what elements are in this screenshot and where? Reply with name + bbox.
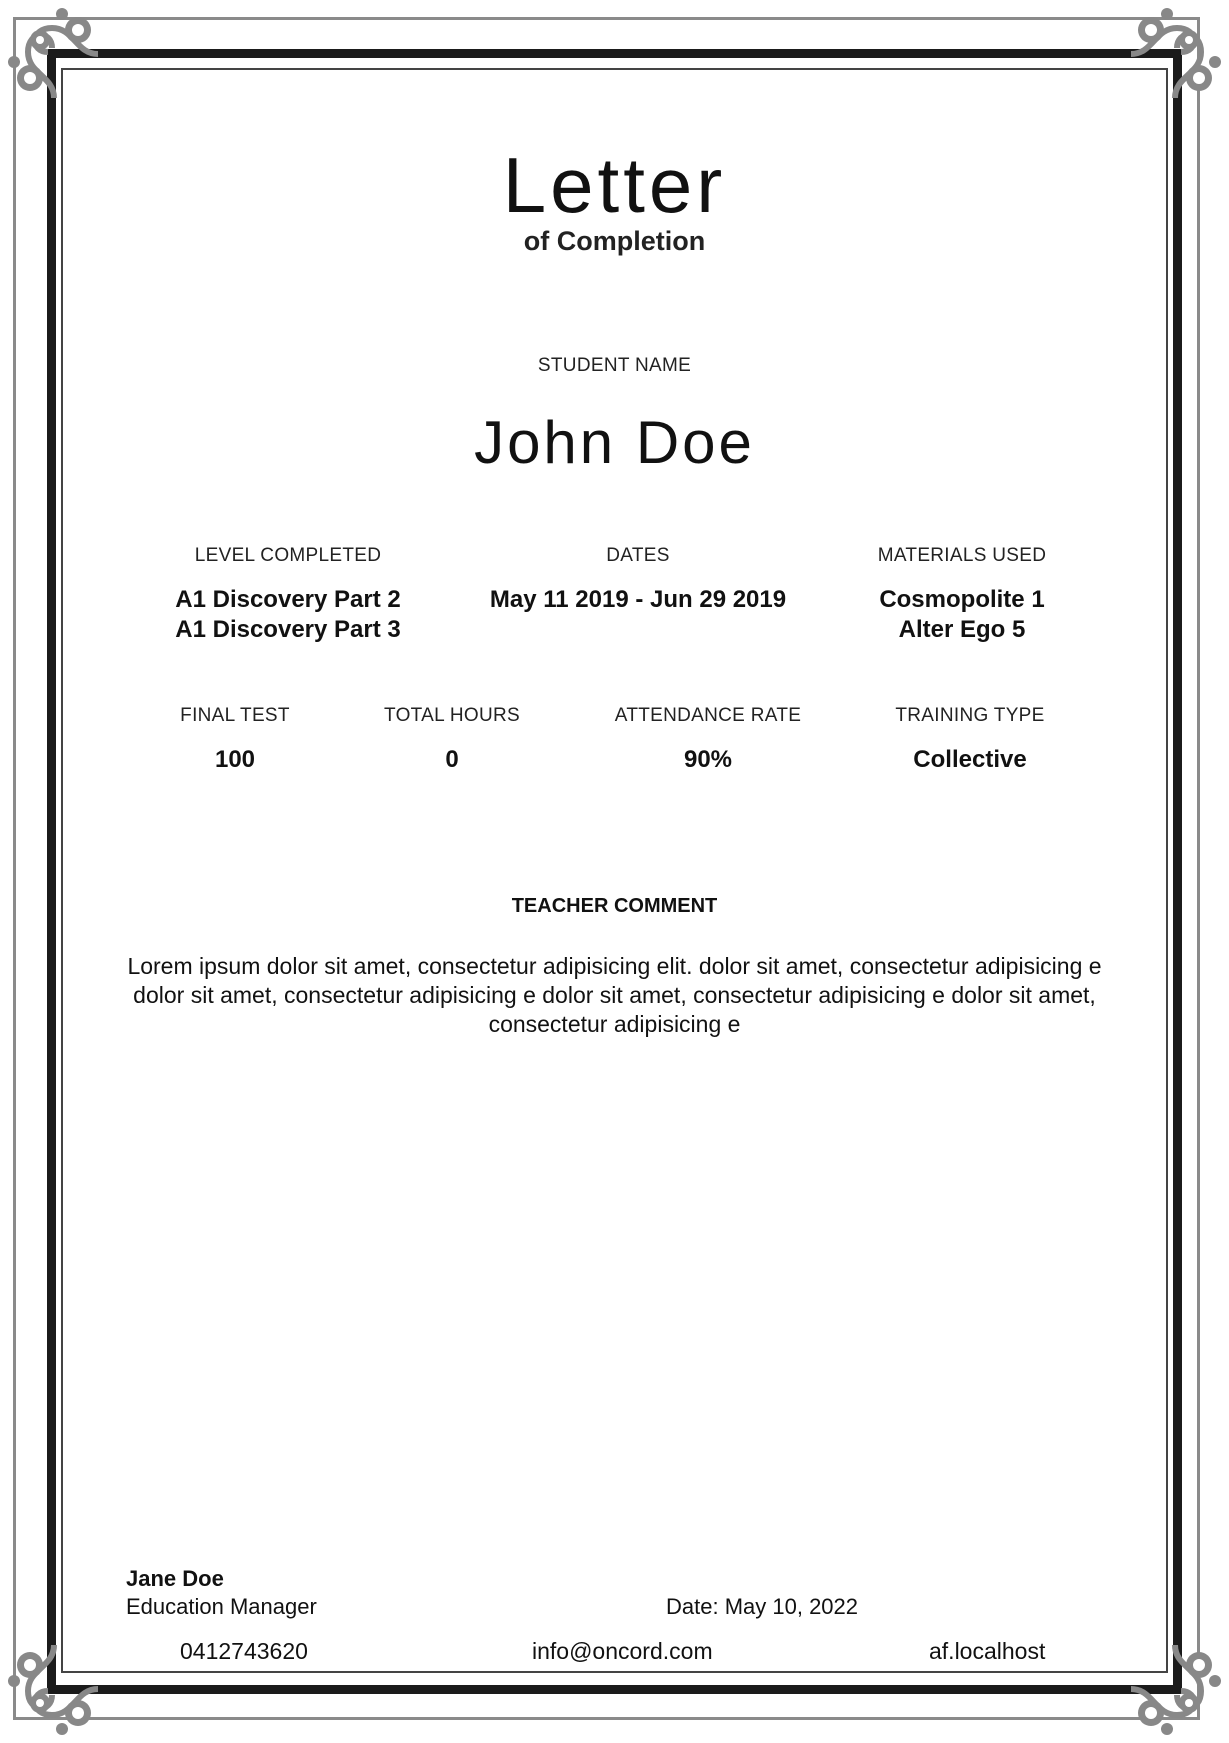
level-completed-value: A1 Discovery Part 2 [175,586,401,613]
signer-title: Education Manager [126,1594,317,1619]
dates-value: May 11 2019 - Jun 29 2019 [489,586,787,613]
frame-inner-border [61,68,1168,1673]
dates-label: DATES [606,545,670,566]
student-name: John Doe [474,409,755,476]
footer-email[interactable]: info@oncord.com [532,1638,713,1664]
materials-used-label: MATERIALS USED [877,545,1047,566]
level-completed-label: LEVEL COMPLETED [194,545,382,566]
final-test-field [155,705,315,775]
training-type-field [874,705,1066,775]
total-hours-field [367,705,537,775]
total-hours-value: 0 [445,746,459,773]
level-completed-value: A1 Discovery Part 3 [175,616,401,643]
materials-used-field [842,545,1082,645]
training-type-label: TRAINING TYPE [895,705,1045,726]
corner-ornament-icon [1129,0,1229,100]
document-title: Letter [502,141,727,229]
level-completed-field [158,545,418,645]
footer-website[interactable]: af.localhost [929,1638,1046,1664]
student-name-label: STUDENT NAME [537,355,692,376]
corner-ornament-icon [1129,1643,1229,1743]
final-test-label: FINAL TEST [180,705,290,726]
document-subtitle: of Completion [523,226,706,256]
footer-phone: 0412743620 [180,1638,308,1664]
teacher-comment-label: TEACHER COMMENT [511,895,718,917]
materials-used-value: Alter Ego 5 [898,616,1026,643]
final-test-value: 100 [214,746,256,773]
attendance-rate-label: ATTENDANCE RATE [614,705,802,726]
training-type-value: Collective [913,746,1027,773]
attendance-rate-value: 90% [683,746,733,773]
corner-ornament-icon [0,1643,100,1743]
signer-name: Jane Doe [126,1566,224,1591]
teacher-comment-text: Lorem ipsum dolor sit amet, consectetur adipisicing elit. dolor sit amet, consectetur adipisicing e dolor sit amet, consectetur adipisicing e dolor sit amet, consectetur adipisicing e dolor sit amet, consectetur adipisicing e [127,953,1102,1037]
dates-field [468,545,808,615]
corner-ornament-icon [0,0,100,100]
total-hours-label: TOTAL HOURS [384,705,520,726]
materials-used-value: Cosmopolite 1 [879,586,1045,613]
issue-date: Date: May 10, 2022 [666,1594,859,1619]
attendance-rate-field [598,705,818,775]
